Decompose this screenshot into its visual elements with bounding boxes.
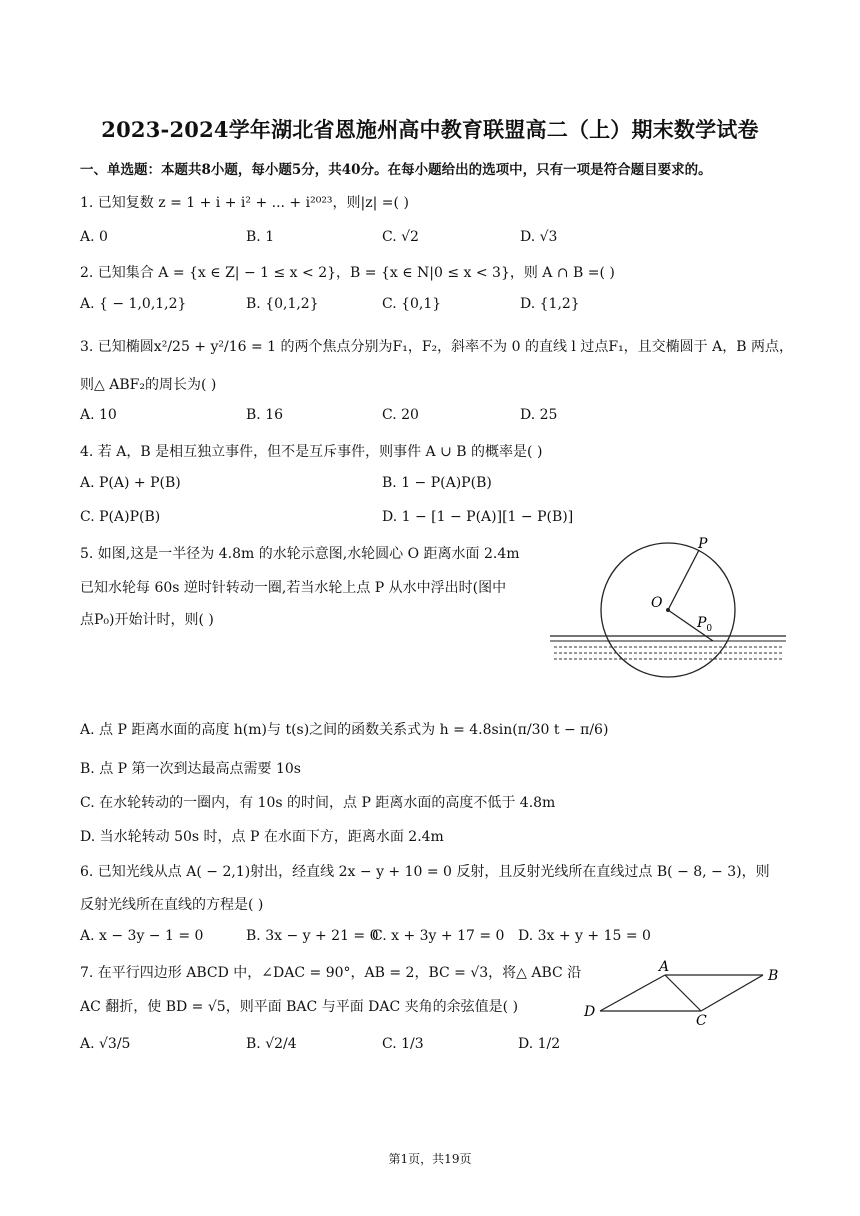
question-6-stem-line1: 6. 已知光线从点 A( − 2,1)射出，经直线 2x − y + 10 = 0 反射，且反射光线所在直线过点 B( − 8, − 3)，则 <box>80 864 770 880</box>
q4-option-c: C. P(A)P(B) <box>80 509 161 525</box>
q4-option-a: A. P(A) + P(B) <box>80 475 181 491</box>
question-3-stem-line1: 3. 已知椭圆x²/25 + y²/16 = 1 的两个焦点分别为F₁，F₂，斜率不为 0 的直线 l 过点F₁，且交椭圆于 A，B 两点， <box>80 339 793 355</box>
question-7-stem-line1: 7. 在平行四边形 ABCD 中，∠DAC = 90°，AB = 2，BC = √3，将△ ABC 沿 <box>80 965 582 981</box>
q4-option-d: D. 1 − [1 − P(A)][1 − P(B)] <box>382 509 574 525</box>
q2-option-b: B. {0,1,2} <box>246 296 319 312</box>
diagonal-ac <box>665 975 701 1011</box>
question-1-stem: 1. 已知复数 z = 1 + i + i² + ... + i²⁰²³，则|z| =( ) <box>80 195 409 211</box>
question-5-stem-line2: 已知水轮每 60s 逆时针转动一圈,若当水轮上点 P 从水中浮出时(图中 <box>80 580 507 596</box>
section-heading: 一、单选题：本题共8小题，每小题5分，共40分。在每小题给出的选项中，只有一项是符合题目要求的。 <box>80 162 712 178</box>
q3-option-b: B. 16 <box>246 407 284 423</box>
question-5-stem-line3: 点P₀)开始计时，则( ) <box>80 612 214 628</box>
parallelogram-figure <box>580 958 785 1028</box>
question-2-stem: 2. 已知集合 A = {x ∈ Z| − 1 ≤ x < 2}，B = {x ∈ N|0 ≤ x < 3}，则 A ∩ B =( ) <box>80 265 615 281</box>
waterwheel-figure <box>548 530 788 680</box>
question-6-stem-line2: 反射光线所在直线的方程是( ) <box>80 897 264 913</box>
question-5-stem-line1: 5. 如图,这是一半径为 4.8m 的水轮示意图,水轮圆心 O 距离水面 2.4m <box>80 546 520 562</box>
label-o: O <box>651 595 663 611</box>
question-3-stem-line2: 则△ ABF₂的周长为( ) <box>80 377 217 393</box>
label-d: D <box>584 1004 596 1020</box>
q2-option-d: D. {1,2} <box>520 296 580 312</box>
q2-option-a: A. { − 1,0,1,2} <box>80 296 187 312</box>
q7-option-d: D. 1/2 <box>518 1036 561 1052</box>
q1-option-d: D. √3 <box>520 229 558 245</box>
q7-option-a: A. √3/5 <box>80 1036 131 1052</box>
q3-option-a: A. 10 <box>80 407 117 423</box>
q6-option-d: D. 3x + y + 15 = 0 <box>518 928 651 944</box>
q2-option-c: C. {0,1} <box>382 296 442 312</box>
q7-option-b: B. √2/4 <box>246 1036 297 1052</box>
q1-option-a: A. 0 <box>80 229 108 245</box>
q3-option-c: C. 20 <box>382 407 419 423</box>
q4-option-b: B. 1 − P(A)P(B) <box>382 475 492 491</box>
label-c: C <box>696 1013 707 1028</box>
label-p: P <box>698 536 708 552</box>
q5-option-c: C. 在水轮转动的一圈内，有 10s 的时间，点 P 距离水面的高度不低于 4.8m <box>80 795 556 811</box>
q5-option-b: B. 点 P 第一次到达最高点需要 10s <box>80 761 301 777</box>
label-a: A <box>659 959 670 975</box>
label-p0: $P_0$ <box>697 615 713 634</box>
edge-bc <box>701 975 763 1011</box>
q5-option-a: A. 点 P 距离水面的高度 h(m)与 t(s)之间的函数关系式为 h = 4.8sin(π/30 t − π/6) <box>80 722 609 738</box>
question-7-stem-line2: AC 翻折，使 BD = √5，则平面 BAC 与平面 DAC 夹角的余弦值是( ) <box>80 999 519 1015</box>
q6-option-c: C. x + 3y + 17 = 0 <box>372 928 505 944</box>
edge-da <box>600 975 665 1011</box>
q1-option-b: B. 1 <box>246 229 275 245</box>
radius-op <box>668 550 699 610</box>
q6-option-a: A. x − 3y − 1 = 0 <box>80 928 204 944</box>
q1-option-c: C. √2 <box>382 229 419 245</box>
page-footer: 第1页，共19页 <box>388 1152 472 1166</box>
label-b: B <box>768 968 779 984</box>
q3-option-d: D. 25 <box>520 407 558 423</box>
q5-option-d: D. 当水轮转动 50s 时，点 P 在水面下方，距离水面 2.4m <box>80 829 444 845</box>
question-4-stem: 4. 若 A，B 是相互独立事件，但不是互斥事件，则事件 A ∪ B 的概率是( ) <box>80 444 543 460</box>
page-title: 2023-2024学年湖北省恩施州高中教育联盟高二（上）期末数学试卷 <box>101 117 759 142</box>
q6-option-b: B. 3x − y + 21 = 0 <box>246 928 379 944</box>
q7-option-c: C. 1/3 <box>382 1036 424 1052</box>
